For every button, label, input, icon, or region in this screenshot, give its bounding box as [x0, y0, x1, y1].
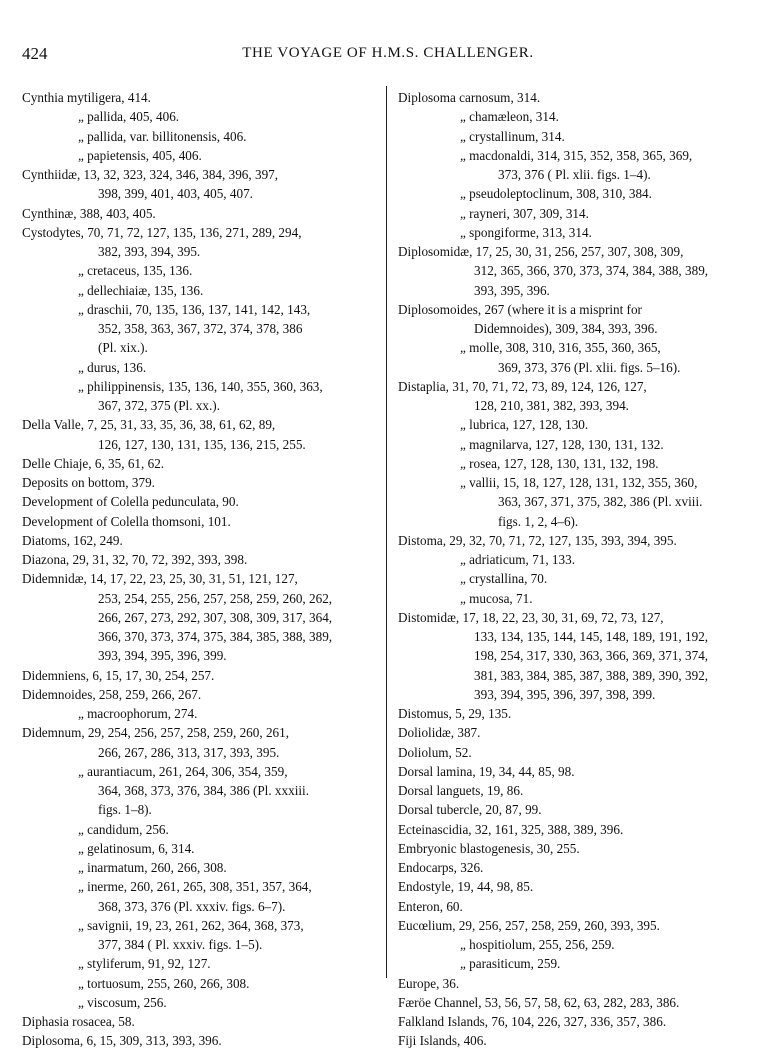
index-entry: 126, 127, 130, 131, 135, 136, 215, 255. — [98, 436, 306, 452]
index-entry: 198, 254, 317, 330, 363, 366, 369, 371, 374, — [474, 648, 709, 664]
index-entry: Distomus, 5, 29, 135. — [398, 706, 512, 721]
index-entry: Dorsal tubercle, 20, 87, 99. — [398, 802, 542, 818]
index-entry: Doliolum, 52. — [398, 744, 472, 760]
index-entry: „ macroophorum, 274. — [78, 706, 198, 721]
index-entry: 133, 134, 135, 144, 145, 148, 189, 191, 192, — [474, 629, 709, 644]
index-entry: 352, 358, 363, 367, 372, 374, 378, 386 — [98, 321, 303, 336]
index-entry: „ candidum, 256. — [78, 821, 169, 837]
index-entry: „ magnilarva, 127, 128, 130, 131, 132. — [460, 436, 664, 452]
index-entry: „ rayneri, 307, 309, 314. — [460, 205, 589, 221]
index-entry: 266, 267, 273, 292, 307, 308, 309, 317, 364, — [98, 609, 333, 625]
index-entry: Distomidæ, 17, 18, 22, 23, 30, 31, 69, 72, 73, 127, — [398, 609, 664, 625]
index-entry: Falkland Islands, 76, 104, 226, 327, 336, 357, 386. — [398, 1014, 667, 1029]
index-entry: 266, 267, 286, 313, 317, 393, 395. — [98, 744, 280, 760]
index-entry: 368, 373, 376 (Pl. xxxiv. figs. 6–7). — [98, 898, 286, 914]
index-entry: Diatoms, 162, 249. — [22, 532, 123, 548]
index-entry: Della Valle, 7, 25, 31, 33, 35, 36, 38, 61, 62, 89, — [22, 417, 276, 433]
index-entry: 367, 372, 375 (Pl. xx.). — [98, 398, 220, 413]
index-entry: Embryonic blastogenesis, 30, 255. — [398, 840, 580, 856]
index-entry: Diplosoma, 6, 15, 309, 313, 393, 396. — [22, 1033, 222, 1049]
index-entry: Fiji Islands, 406. — [398, 1033, 487, 1049]
index-entry: Development of Colella thomsoni, 101. — [22, 513, 231, 529]
index-entry: „ pseudoleptoclinum, 308, 310, 384. — [460, 186, 652, 202]
index-entry: Doliolidæ, 387. — [398, 725, 481, 741]
index-entry: Didemnidæ, 14, 17, 22, 23, 25, 30, 31, 51, 121, 127, — [22, 571, 298, 587]
index-entry: „ crystallinum, 314. — [460, 128, 565, 144]
index-entry: 393, 394, 395, 396, 399. — [98, 648, 227, 664]
index-entry: „ mucosa, 71. — [460, 590, 533, 606]
index-entry: 253, 254, 255, 256, 257, 258, 259, 260, 262, — [98, 590, 333, 606]
index-entry: (Pl. xix.). — [98, 340, 148, 356]
column-divider — [386, 86, 387, 978]
index-entry: Cystodytes, 70, 71, 72, 127, 135, 136, 271, 289, 294, — [22, 224, 302, 240]
index-entry: 363, 367, 371, 375, 382, 386 (Pl. xviii. — [498, 494, 703, 510]
index-entry: Deposits on bottom, 379. — [22, 475, 155, 490]
index-entry: Cynthiidæ, 13, 32, 323, 324, 346, 384, 396, 397, — [22, 167, 279, 182]
index-entry: Diplosoma carnosum, 314. — [398, 90, 541, 105]
index-entry: Diplosomidæ, 17, 25, 30, 31, 256, 257, 307, 308, 309, — [398, 244, 684, 259]
index-entry: figs. 1, 2, 4–6). — [498, 513, 579, 529]
index-entry: „ pallida, 405, 406. — [78, 109, 180, 125]
page-number: 424 — [22, 44, 48, 63]
index-entry: „ viscosum, 256. — [78, 994, 167, 1010]
index-entry: Didemnoides), 309, 384, 393, 396. — [474, 321, 658, 336]
index-entry: Didemnoides, 258, 259, 266, 267. — [22, 686, 202, 702]
index-entry: „ aurantiacum, 261, 264, 306, 354, 359, — [78, 763, 288, 779]
running-title: THE VOYAGE OF H.M.S. CHALLENGER. — [242, 45, 534, 61]
index-entry: 381, 383, 384, 385, 387, 388, 389, 390, 392, — [474, 667, 709, 683]
index-entry: Distoma, 29, 32, 70, 71, 72, 127, 135, 393, 394, 395. — [398, 532, 677, 548]
page-header — [0, 44, 776, 68]
index-entry: „ inarmatum, 260, 266, 308. — [78, 860, 227, 875]
index-entry: Didemnum, 29, 254, 256, 257, 258, 259, 260, 261, — [22, 725, 290, 741]
index-entry: Ecteinascidia, 32, 161, 325, 388, 389, 396. — [398, 821, 624, 837]
index-entry: Enteron, 60. — [398, 898, 463, 914]
index-entry: 128, 210, 381, 382, 393, 394. — [474, 398, 629, 413]
index-entry: „ molle, 308, 310, 316, 355, 360, 365, — [460, 340, 661, 356]
index-entry: Endostyle, 19, 44, 98, 85. — [398, 879, 534, 895]
index-entry: „ cretaceus, 135, 136. — [78, 263, 193, 279]
index-column-left — [22, 88, 378, 1051]
index-entry: „ inerme, 260, 261, 265, 308, 351, 357, 364, — [78, 879, 312, 895]
index-entry: Dorsal lamina, 19, 34, 44, 85, 98. — [398, 763, 575, 779]
index-entry: Færöe Channel, 53, 56, 57, 58, 62, 63, 282, 283, 386. — [398, 994, 680, 1010]
index-entry: „ savignii, 19, 23, 261, 262, 364, 368, 373, — [78, 917, 304, 933]
index-entry: „ durus, 136. — [78, 359, 147, 375]
index-entry: „ pallida, var. billitonensis, 406. — [78, 128, 247, 144]
index-entry: Diphasia rosacea, 58. — [22, 1014, 135, 1029]
index-entry: „ crystallina, 70. — [460, 571, 548, 587]
index-entry: 312, 365, 366, 370, 373, 374, 384, 388, 389, — [474, 263, 709, 279]
index-entry: „ dellechiaiæ, 135, 136. — [78, 282, 204, 298]
index-entry: „ rosea, 127, 128, 130, 131, 132, 198. — [460, 455, 659, 471]
index-entry: Dorsal languets, 19, 86. — [398, 783, 524, 798]
index-entry: Development of Colella pedunculata, 90. — [22, 494, 239, 510]
index-entry: „ chamæleon, 314. — [460, 109, 559, 125]
index-entry: 369, 373, 376 (Pl. xlii. figs. 5–16). — [498, 359, 681, 375]
index-entry: Endocarps, 326. — [398, 860, 484, 875]
index-entry: 364, 368, 373, 376, 384, 386 (Pl. xxxiii. — [98, 783, 310, 798]
index-entry: 366, 370, 373, 374, 375, 384, 385, 388, 389, — [98, 629, 333, 644]
index-entry: „ lubrica, 127, 128, 130. — [460, 417, 589, 433]
index-entry: „ hospitiolum, 255, 256, 259. — [460, 937, 615, 952]
index-entry: Delle Chiaje, 6, 35, 61, 62. — [22, 455, 165, 471]
index-entry: Diazona, 29, 31, 32, 70, 72, 392, 393, 398. — [22, 552, 248, 567]
index-entry: „ spongiforme, 313, 314. — [460, 224, 592, 240]
index-entry: „ draschii, 70, 135, 136, 137, 141, 142, 143, — [78, 301, 311, 317]
index-column-right — [398, 88, 756, 1051]
index-entry: „ parasiticum, 259. — [460, 956, 561, 972]
index-entry: „ styliferum, 91, 92, 127. — [78, 956, 211, 972]
index-entry: „ philippinensis, 135, 136, 140, 355, 360, 363, — [78, 378, 323, 394]
index-entry: 382, 393, 394, 395. — [98, 244, 201, 259]
index-entry: „ tortuosum, 255, 260, 266, 308. — [78, 975, 250, 991]
index-entry: „ macdonaldi, 314, 315, 352, 358, 365, 369, — [460, 147, 693, 163]
index-entry: Distaplia, 31, 70, 71, 72, 73, 89, 124, 126, 127, — [398, 378, 647, 394]
index-entry: 377, 384 ( Pl. xxxiv. figs. 1–5). — [98, 937, 263, 952]
index-entry: Cynthinæ, 388, 403, 405. — [22, 205, 156, 221]
index-entry: Diplosomoides, 267 (where it is a misprint for — [398, 301, 642, 317]
index-entry: 373, 376 ( Pl. xlii. figs. 1–4). — [498, 167, 651, 182]
index-entry: Eucœlium, 29, 256, 257, 258, 259, 260, 393, 395. — [398, 917, 660, 933]
index-entry: „ vallii, 15, 18, 127, 128, 131, 132, 355, 360, — [460, 475, 698, 490]
index-entry: Didemniens, 6, 15, 17, 30, 254, 257. — [22, 667, 215, 683]
index-entry: Cynthia mytiligera, 414. — [22, 90, 151, 105]
index-entry: 393, 395, 396. — [474, 282, 550, 298]
index-entry: Europe, 36. — [398, 975, 460, 991]
index-entry: 398, 399, 401, 403, 405, 407. — [98, 186, 253, 202]
index-entry: figs. 1–8). — [98, 802, 152, 818]
index-entry: „ gelatinosum, 6, 314. — [78, 840, 195, 856]
index-entry: „ adriaticum, 71, 133. — [460, 552, 575, 567]
index-entry: „ papietensis, 405, 406. — [78, 147, 202, 163]
index-entry: 393, 394, 395, 396, 397, 398, 399. — [474, 686, 656, 702]
